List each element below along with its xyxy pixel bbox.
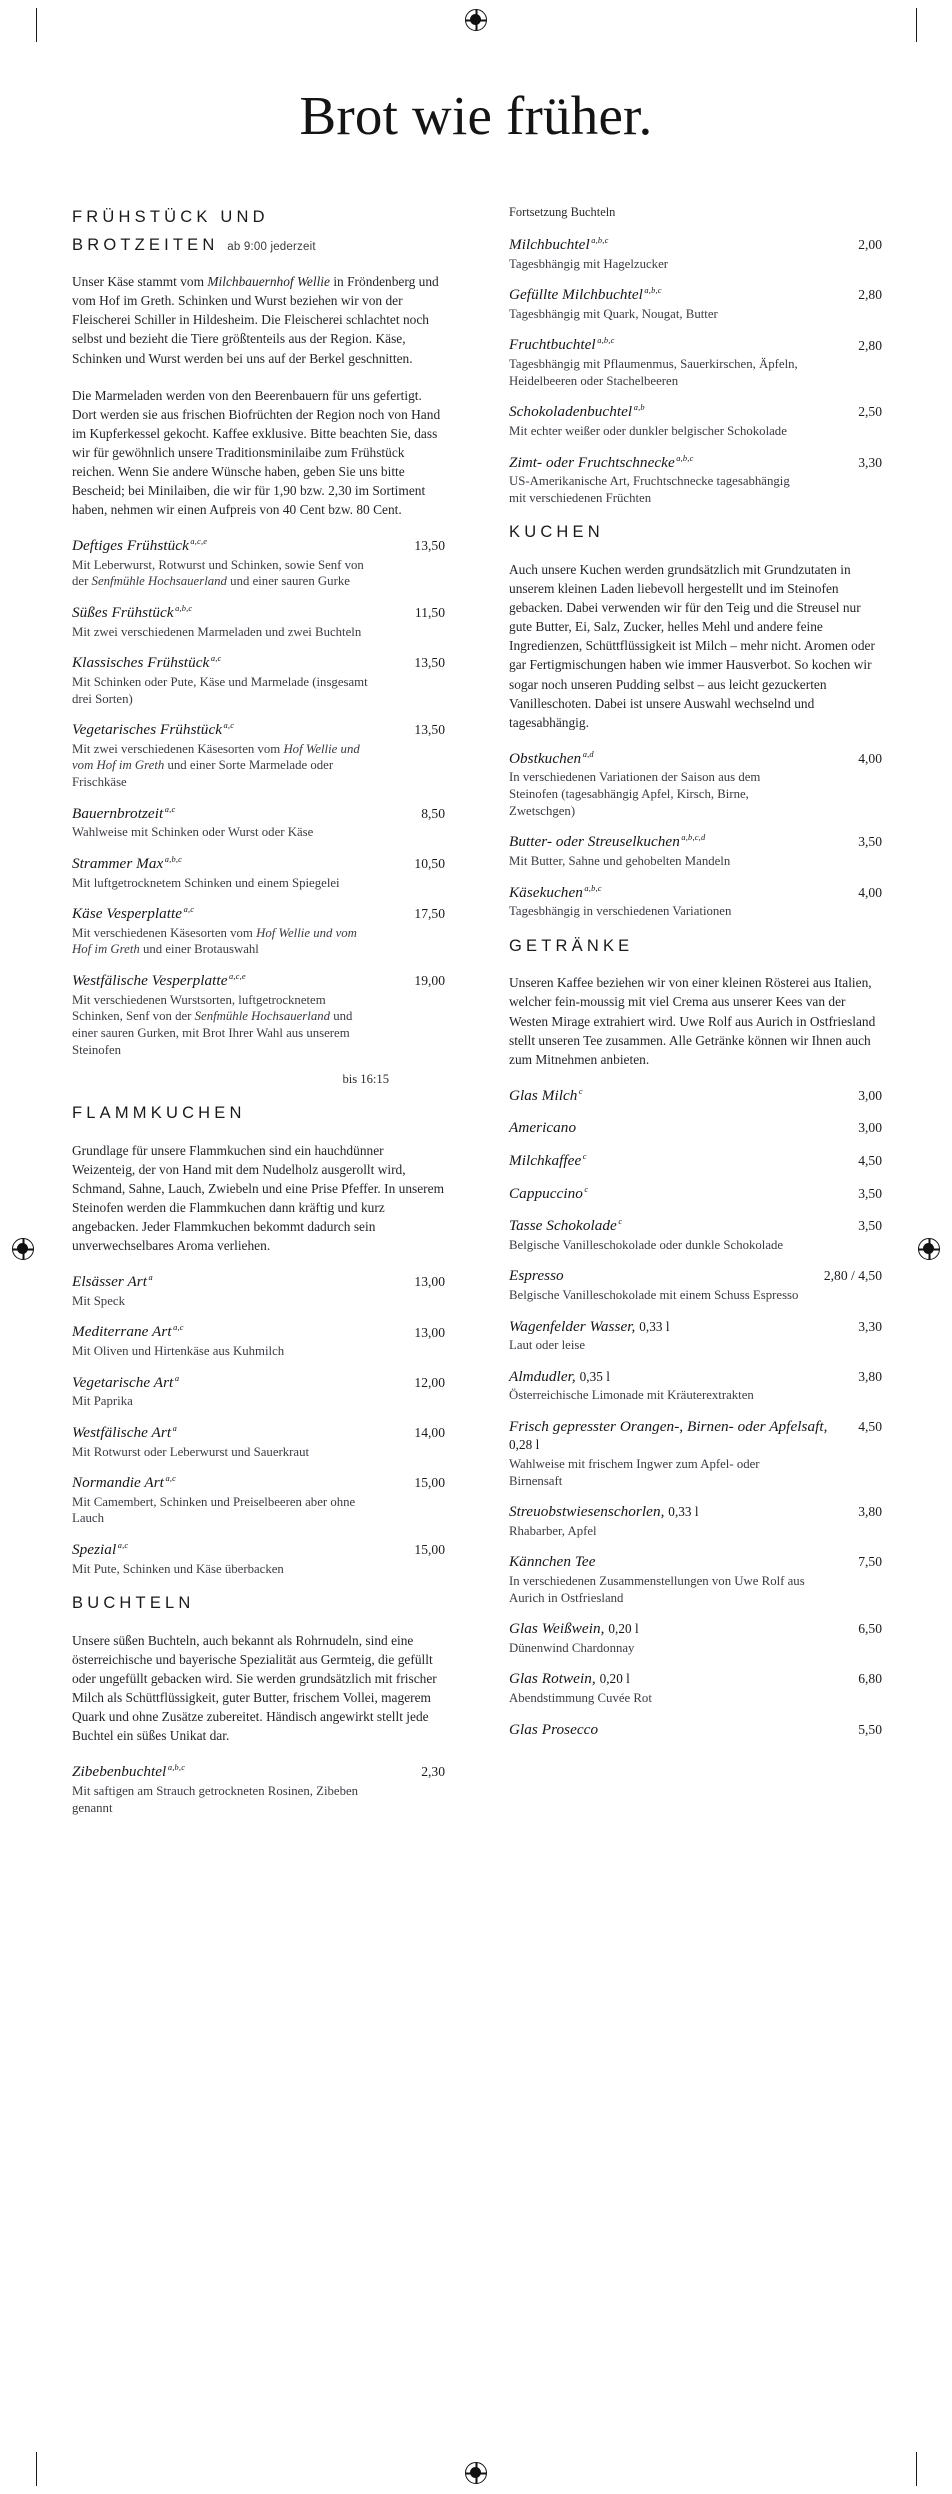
menu-item-price: 11,50 xyxy=(414,605,445,621)
section-heading: FRÜHSTÜCK UND xyxy=(72,208,269,226)
menu-item-row xyxy=(72,905,445,924)
menu-section-continuation xyxy=(509,236,882,506)
menu-item-glas-prosecco xyxy=(509,1721,882,1740)
menu-item-zibebenbuchtel xyxy=(72,1763,445,1816)
menu-item-row xyxy=(509,1503,882,1522)
right-column xyxy=(509,205,882,1830)
menu-item-name: Streuobstwiesenschorlen, 0,33 l xyxy=(509,1503,699,1521)
section-heading: FLAMMKUCHEN xyxy=(72,1104,246,1123)
menu-item-name: Fruchtbuchtel $^{a,b,c}$ xyxy=(509,336,615,354)
menu-item-row xyxy=(509,1152,882,1171)
menu-item-elsasser-art xyxy=(72,1273,445,1309)
menu-item-row xyxy=(72,1374,445,1393)
allergen-marker: a xyxy=(148,1273,153,1283)
menu-item-row xyxy=(509,1119,882,1138)
menu-item-butter-oder-streuselkuchen xyxy=(509,833,882,869)
menu-item-description: Mit Camembert, Schinken und Preiselbeeren aber ohne Lauch xyxy=(72,1494,356,1526)
menu-item-row xyxy=(509,1418,882,1455)
menu-item-name: Gefüllte Milchbuchtel $^{a,b,c}$ xyxy=(509,286,662,304)
menu-item-name: Normandie Art $^{a,c}$ xyxy=(72,1474,177,1492)
menu-item-description: Österreichische Limonade mit Kräuterextrakten xyxy=(509,1388,754,1403)
menu-item-description: Mit Leberwurst, Rotwurst und Schinken, sowie Senf von der Senfmühle Hochsauerland und einer sauren Gurke xyxy=(72,557,364,589)
menu-item-row xyxy=(509,884,882,903)
allergen-marker: a,c,e xyxy=(229,972,246,982)
menu-item-description: Mit Butter, Sahne und gehobelten Mandeln xyxy=(509,853,731,868)
menu-item-row xyxy=(509,403,882,422)
menu-item-row xyxy=(72,654,445,673)
menu-item-description: Mit verschiedenen Wurstsorten, luftgetrocknetem Schinken, Senf von der Senfmühle Hochsauerland und einer sauren Gurken, mit Brot Ihrer Wahl aus unserem Steinofen xyxy=(72,992,353,1057)
menu-item-description: Belgische Vanilleschokolade oder dunkle Schokolade xyxy=(509,1237,784,1252)
menu-item-description: Mit Oliven und Hirtenkäse aus Kuhmilch xyxy=(72,1344,285,1359)
menu-item-row xyxy=(509,236,882,255)
menu-item-price: 12,00 xyxy=(414,1374,445,1390)
menu-item-zimt-oder-fruchtschnecke xyxy=(509,454,882,507)
menu-item-row xyxy=(72,1273,445,1292)
menu-item-price: 13,50 xyxy=(414,538,445,554)
menu-item-fruchtbuchtel xyxy=(509,336,882,389)
left-column xyxy=(72,205,445,1830)
menu-item-price: 14,00 xyxy=(414,1425,445,1441)
menu-item-price: 15,00 xyxy=(414,1475,445,1491)
menu-item-deftiges-fruhstuck xyxy=(72,537,445,590)
menu-item-row xyxy=(509,1368,882,1387)
menu-item-price: 10,50 xyxy=(414,855,445,871)
registration-mark-top-icon xyxy=(465,9,487,31)
menu-item-description: US-Amerikanische Art, Fruchtschnecke tagesabhängig mit verschiedenen Früchten xyxy=(509,474,790,505)
menu-item-description: Rhabarber, Apfel xyxy=(509,1523,597,1538)
section-intro-paragraph: Auch unsere Kuchen werden grundsätzlich mit Grundzutaten in unserem kleinen Laden liebevoll hergestellt und im Steinofen gebacken. Dabei verwenden wir für den Teig und die Streusel nur gute Butter, Ei, Salz, Zucker, helles Mehl und andere feine Ingredienzen, Schüttflüssigkeit ist Milch – mehr nicht. Aromen oder gar Fertigmischungen haben wie immer Hausverbot. So kochen wir sogar noch unseren Pudding selbst – aus leicht gezuckerten Vanilleschoten. Dabei ist unsere Auswahl wechselnd und tagesabhängig. xyxy=(509,561,875,730)
crop-mark-bottom-right-icon xyxy=(916,2452,917,2486)
menu-item-bauernbrotzeit xyxy=(72,805,445,841)
allergen-marker: a,b,c xyxy=(676,453,694,463)
menu-item-westfalische-art xyxy=(72,1424,445,1460)
menu-item-volume: 0,33 l xyxy=(639,1318,670,1334)
menu-section-kuchen xyxy=(509,520,882,919)
menu-item-price: 6,50 xyxy=(858,1621,882,1637)
menu-item-row xyxy=(509,1318,882,1337)
menu-item-price: 2,30 xyxy=(421,1764,445,1780)
menu-item-price: 19,00 xyxy=(414,973,445,989)
menu-item-row xyxy=(72,805,445,824)
menu-item-price: 2,80 xyxy=(858,287,882,303)
menu-item-row xyxy=(509,286,882,305)
menu-item-volume: 0,28 l xyxy=(509,1437,540,1453)
menu-item-description: Belgische Vanilleschokolade mit einem Schuss Espresso xyxy=(509,1287,799,1302)
menu-item-price: 2,50 xyxy=(858,404,882,420)
menu-item-klassisches-fruhstuck xyxy=(72,654,445,707)
menu-item-name: Glas Rotwein, 0,20 l xyxy=(509,1670,630,1688)
menu-item-name: Glas Weißwein, 0,20 l xyxy=(509,1620,639,1638)
menu-item-name: Schokoladenbuchtel $^{a,b}$ xyxy=(509,403,645,421)
menu-item-description: Mit luftgetrocknetem Schinken und einem Spiegelei xyxy=(72,875,340,890)
menu-item-row xyxy=(72,537,445,556)
menu-item-name: Bauernbrotzeit $^{a,c}$ xyxy=(72,804,176,822)
allergen-marker: a,b,c xyxy=(175,604,193,614)
menu-item-row xyxy=(509,750,882,769)
menu-item-description: In verschiedenen Zusammenstellungen von Uwe Rolf aus Aurich in Ostfriesland xyxy=(509,1574,805,1605)
registration-mark-bottom-icon xyxy=(465,2462,487,2484)
menu-item-row xyxy=(509,336,882,355)
section-heading: GETRÄNKE xyxy=(509,936,634,955)
menu-item-price: 15,00 xyxy=(414,1542,445,1558)
menu-item-normandie-art xyxy=(72,1474,445,1527)
menu-item-row xyxy=(72,1763,445,1782)
allergen-marker: a,c xyxy=(210,654,222,664)
menu-item-volume: 0,20 l xyxy=(608,1621,639,1637)
crop-mark-top-right-icon xyxy=(916,8,917,42)
menu-item-row xyxy=(509,833,882,852)
menu-item-glas-weisswein xyxy=(509,1620,882,1656)
menu-item-streuobstwiesenschorlen xyxy=(509,1503,882,1539)
menu-item-description: Mit verschiedenen Käsesorten vom Hof Wellie und vom Hof im Greth und einer Brotauswahl xyxy=(72,925,357,957)
section-intro-paragraph: Unser Käse stammt vom Milchbauernhof Wellie in Fröndenberg und vom Hof im Greth. Schinken und Wurst beziehen wir von der Fleischerei Schiller in Hildesheim. Die Fleischerei schlachtet noch selbst und bezieht die Tiere größtenteils aus der Region. Käse, Schinken und Wurst werden bei uns auf der Berkel geschnitten. xyxy=(72,274,439,366)
menu-section-flammkuchen xyxy=(72,1101,445,1577)
section-heading-line-2: BROTZEITEN ab 9:00 jederzeit xyxy=(72,235,316,254)
menu-section-buchteln xyxy=(72,1591,445,1816)
menu-item-price: 3,00 xyxy=(858,1120,882,1136)
menu-item-description: Tagesbhängig mit Quark, Nougat, Butter xyxy=(509,306,718,321)
menu-item-price: 17,50 xyxy=(414,906,445,922)
allergen-marker: a,b,c xyxy=(167,1763,186,1773)
menu-item-mediterrane-art xyxy=(72,1323,445,1359)
menu-item-price: 4,00 xyxy=(858,750,882,766)
menu-item-description: Abendstimmung Cuvée Rot xyxy=(509,1690,652,1705)
menu-item-name: Wagenfelder Wasser, 0,33 l xyxy=(509,1317,670,1335)
menu-item-row xyxy=(509,1087,882,1106)
menu-item-price: 3,80 xyxy=(858,1368,882,1384)
menu-item-name: Klassisches Frühstück $^{a,c}$ xyxy=(72,654,222,672)
menu-item-name: Almdudler, 0,35 l xyxy=(509,1367,610,1385)
menu-item-description: Mit Pute, Schinken und Käse überbacken xyxy=(72,1561,284,1576)
menu-item-spezial xyxy=(72,1541,445,1577)
allergen-marker: a,c xyxy=(173,1323,184,1333)
menu-item-price: 4,50 xyxy=(858,1153,882,1169)
allergen-marker: a,c xyxy=(164,804,176,814)
section-intro-paragraph: Unsere süßen Buchteln, auch bekannt als Rohrnudeln, sind eine österreichische und bayerische Spezialität aus Germteig, die gefüllt oder ungefüllt gebacken wird. Sie werden grundsätzlich mit frischer Milch als Schüttflüssigkeit, guter Butter, frischem Vollei, magerem Quark und ohne Zusätze zubereitet. Händisch angewirkt stellt jede Buchtel ein süßes Unikat dar. xyxy=(72,1632,437,1744)
menu-item-row xyxy=(509,1217,882,1236)
menu-item-susses-fruhstuck xyxy=(72,604,445,640)
menu-item-name: Käse Vesperplatte $^{a,c}$ xyxy=(72,905,195,923)
menu-item-name: Obstkuchen $^{a,d}$ xyxy=(509,749,594,767)
allergen-marker: c xyxy=(618,1217,623,1227)
menu-item-price: 2,80 / 4,50 xyxy=(823,1268,882,1284)
menu-item-description: Wahlweise mit Schinken oder Wurst oder Käse xyxy=(72,825,314,840)
menu-item-name: Käsekuchen $^{a,b,c}$ xyxy=(509,883,602,901)
menu-item-volume: 0,33 l xyxy=(668,1504,699,1520)
menu-item-price: 5,50 xyxy=(858,1721,882,1737)
allergen-marker: c xyxy=(584,1184,589,1194)
menu-item-wagenfelder-wasser xyxy=(509,1318,882,1354)
menu-item-price: 3,50 xyxy=(858,834,882,850)
allergen-marker: a,b,c xyxy=(644,286,662,296)
menu-item-row xyxy=(72,604,445,623)
allergen-marker: a,c,e xyxy=(190,537,208,547)
allergen-marker: a,b,c,d xyxy=(681,833,706,843)
menu-item-row xyxy=(72,972,445,991)
menu-item-volume: 0,20 l xyxy=(599,1671,630,1687)
menu-item-name: Westfälische Art $^a$ xyxy=(72,1423,177,1442)
menu-item-row xyxy=(509,454,882,473)
menu-item-price: 13,50 xyxy=(414,722,445,738)
menu-item-name: Strammer Max $^{a,b,c}$ xyxy=(72,854,183,872)
allergen-marker: a,c xyxy=(223,721,235,731)
menu-item-name: Elsässer Art $^a$ xyxy=(72,1273,153,1291)
menu-item-row xyxy=(509,1620,882,1639)
menu-item-row xyxy=(509,1267,882,1286)
menu-item-name: Vegetarisches Frühstück $^{a,c}$ xyxy=(72,721,235,739)
menu-item-name: Frisch gepresster Orangen-, Birnen- oder Apfelsaft, 0,28 l xyxy=(509,1417,828,1453)
menu-item-description: Mit Rotwurst oder Leberwurst und Sauerkraut xyxy=(72,1444,310,1459)
menu-item-row xyxy=(72,1474,445,1493)
menu-item-description: Tagesbhängig in verschiedenen Variationen xyxy=(509,904,732,919)
menu-item-name: Tasse Schokolade $^c$ xyxy=(509,1217,623,1235)
menu-item-description: In verschiedenen Variationen der Saison aus dem Steinofen (tagesabhängig Apfel, Kirsch, Birne, Zwetschgen) xyxy=(509,770,761,818)
menu-item-description: Dünenwind Chardonnay xyxy=(509,1640,635,1655)
menu-item-kasekuchen xyxy=(509,884,882,920)
page-title: Brot wie früher. xyxy=(299,85,653,146)
menu-item-kase-vesperplatte xyxy=(72,905,445,958)
menu-item-description: Laut oder leise xyxy=(509,1338,586,1353)
allergen-marker: a xyxy=(174,1373,180,1383)
menu-item-price: 3,00 xyxy=(858,1087,882,1103)
menu-item-name: Espresso xyxy=(509,1267,564,1285)
menu-item-row xyxy=(72,1323,445,1342)
allergen-marker: c xyxy=(582,1151,587,1161)
menu-section-getranke xyxy=(509,934,882,1739)
menu-item-name: Vegetarische Art $^a$ xyxy=(72,1373,180,1391)
menu-item-name: Süßes Frühstück $^{a,b,c}$ xyxy=(72,604,193,622)
allergen-marker: a,c xyxy=(165,1474,177,1484)
allergen-marker: c xyxy=(578,1086,583,1096)
menu-item-price: 7,50 xyxy=(858,1554,882,1570)
menu-item-milchkaffee xyxy=(509,1152,882,1171)
menu-item-espresso xyxy=(509,1267,882,1303)
menu-item-vegetarisches-fruhstuck xyxy=(72,721,445,790)
menu-item-name: Milchkaffee $^c$ xyxy=(509,1151,587,1170)
menu-item-frisch-gepresster-orangen-birnen-oder-ap xyxy=(509,1418,882,1489)
menu-item-price: 3,80 xyxy=(858,1504,882,1520)
allergen-marker: a xyxy=(172,1423,177,1433)
menu-item-volume: 0,35 l xyxy=(579,1368,610,1384)
menu-item-kannchen-tee xyxy=(509,1553,882,1606)
menu-item-price: 4,00 xyxy=(858,884,882,900)
menu-item-tasse-schokolade xyxy=(509,1217,882,1253)
section-intro-paragraph: Die Marmeladen werden von den Beerenbauern für uns gefertigt. Dort werden sie aus frischen Biofrüchten der Region noch von Hand im Kupferkessel gekocht. Kaffee exklusive. Bitte beachten Sie, dass wir für gewöhnlich unsere Traditionsminilaibe zum Frühstück reichen. Wenn Sie andere Wünsche haben, geben Sie uns bitte Bescheid; bei Minilaiben, die wir für 1,90 bzw. 2,30 im Sortiment haben, nehmen wir einen Aufpreis von 40 Cent bzw. 80 Cent. xyxy=(72,387,441,518)
menu-item-price: 2,80 xyxy=(858,337,882,353)
menu-item-description: Wahlweise mit frischem Ingwer zum Apfel- oder Birnensaft xyxy=(509,1457,760,1488)
menu-item-price: 8,50 xyxy=(421,805,445,821)
menu-item-row xyxy=(509,1553,882,1572)
allergen-marker: a,c xyxy=(183,905,195,915)
menu-item-row xyxy=(509,1185,882,1204)
allergen-marker: a,b,c xyxy=(164,854,183,864)
menu-item-price: 3,50 xyxy=(858,1218,882,1234)
menu-item-name: Glas Prosecco xyxy=(509,1720,599,1738)
section-intro-paragraph: Unseren Kaffee beziehen wir von einer kleinen Rösterei aus Italien, welcher fein-moussig mit viel Crema aus unserer Kees van der Westen Mirage extrahiert wird. Uwe Rolf aus Aurich in Ostfriesland stellt unseren Tee zusammen. Alle Getränke können wir Ihnen auch zum Mitnehmen anbieten. xyxy=(509,975,876,1067)
allergen-marker: a,d xyxy=(582,749,594,759)
menu-item-description: Tagesbhängig mit Pflaumenmus, Sauerkirschen, Äpfeln, Heidelbeeren oder Stachelbeeren xyxy=(509,357,798,388)
menu-item-row xyxy=(72,1424,445,1443)
crop-mark-top-left-icon xyxy=(36,8,37,42)
menu-item-description: Mit Paprika xyxy=(72,1394,133,1409)
menu-item-description: Mit zwei verschiedenen Käsesorten vom Hof Wellie und vom Hof im Greth und einer Sorte Marmelade oder Frischkäse xyxy=(72,741,360,790)
crop-mark-bottom-left-icon xyxy=(36,2452,37,2486)
menu-item-almdudler xyxy=(509,1368,882,1404)
menu-item-row xyxy=(509,1721,882,1740)
menu-item-price: 3,50 xyxy=(858,1185,882,1201)
menu-section-fruhstuck-und xyxy=(72,205,445,1087)
menu-item-name: Butter- oder Streuselkuchen $^{a,b,c,d}$ xyxy=(509,833,706,851)
menu-item-description: Mit zwei verschiedenen Marmeladen und zwei Buchteln xyxy=(72,624,362,639)
registration-mark-right-icon xyxy=(918,1238,940,1260)
menu-item-westfalische-vesperplatte xyxy=(72,972,445,1058)
allergen-marker: a,b,c xyxy=(591,236,609,245)
menu-item-row xyxy=(72,1541,445,1560)
menu-item-name: Kännchen Tee xyxy=(509,1553,596,1571)
menu-item-name: Zimt- oder Fruchtschnecke $^{a,b,c}$ xyxy=(509,453,694,471)
allergen-marker: a,c xyxy=(117,1541,129,1551)
menu-item-price: 3,30 xyxy=(858,1318,882,1334)
menu-item-americano xyxy=(509,1119,882,1138)
menu-item-price: 13,50 xyxy=(414,655,445,671)
menu-item-cappuccino xyxy=(509,1185,882,1204)
menu-item-glas-milch xyxy=(509,1087,882,1106)
allergen-marker: a,b,c xyxy=(584,883,602,893)
menu-item-price: 13,00 xyxy=(414,1274,445,1290)
menu-item-vegetarische-art xyxy=(72,1374,445,1410)
continuation-note: Fortsetzung Buchteln xyxy=(509,205,616,219)
menu-item-milchbuchtel xyxy=(509,236,882,272)
menu-item-schokoladenbuchtel xyxy=(509,403,882,439)
menu-item-name: Mediterrane Art $^{a,c}$ xyxy=(72,1323,184,1341)
menu-item-name: Westfälische Vesperplatte $^{a,c,e}$ xyxy=(72,972,246,990)
registration-mark-left-icon xyxy=(12,1238,34,1260)
menu-item-strammer-max xyxy=(72,855,445,891)
menu-item-gefullte-milchbuchtel xyxy=(509,286,882,322)
section-closing-note: bis 16:15 xyxy=(342,1072,389,1087)
menu-item-price: 2,00 xyxy=(858,237,882,253)
menu-item-price: 3,30 xyxy=(858,454,882,470)
menu-item-row xyxy=(72,855,445,874)
section-heading: BUCHTELN xyxy=(72,1594,195,1613)
menu-item-description: Mit echter weißer oder dunkler belgischer Schokolade xyxy=(509,423,787,438)
menu-item-description: Mit Speck xyxy=(72,1293,125,1308)
menu-item-name: Americano xyxy=(509,1119,577,1137)
menu-item-glas-rotwein xyxy=(509,1670,882,1706)
menu-item-name: Cappuccino $^c$ xyxy=(509,1184,589,1202)
allergen-marker: a,b,c xyxy=(597,336,615,346)
menu-item-price: 4,50 xyxy=(858,1418,882,1434)
menu-item-row xyxy=(72,721,445,740)
menu-item-name: Deftiges Frühstück $^{a,c,e}$ xyxy=(72,537,208,555)
menu-item-name: Glas Milch $^c$ xyxy=(509,1086,583,1104)
menu-item-description: Tagesbhängig mit Hagelzucker xyxy=(509,256,669,271)
menu-item-row xyxy=(509,1670,882,1689)
menu-item-description: Mit Schinken oder Pute, Käse und Marmelade (insgesamt drei Sorten) xyxy=(72,674,368,706)
menu-item-price: 6,80 xyxy=(858,1671,882,1687)
menu-item-description: Mit saftigen am Strauch getrockneten Rosinen, Zibeben genannt xyxy=(72,1784,359,1815)
menu-item-name: Spezial $^{a,c}$ xyxy=(72,1541,129,1559)
menu-item-name: Zibebenbuchtel $^{a,b,c}$ xyxy=(72,1763,186,1781)
section-intro-paragraph: Grundlage für unsere Flammkuchen sind ein hauchdünner Weizenteig, der von Hand mit dem Nudelholz ausgerollt wird, Schmand, Sahne, Lauch, Zwiebeln und eine Prise Pfeffer. In unserem Steinofen werden die Flammkuchen dann kräftig und kurz angebacken. Jeder Flammkuchen bekommt dadurch sein unverwechselbares Aroma verliehen. xyxy=(72,1142,444,1254)
menu-columns xyxy=(72,205,882,1830)
allergen-marker: a,b xyxy=(633,403,645,413)
menu-item-price: 13,00 xyxy=(414,1324,445,1340)
menu-item-name: Milchbuchtel $^{a,b,c}$ xyxy=(509,236,609,254)
section-hours: ab 9:00 jederzeit xyxy=(227,240,316,253)
section-heading: KUCHEN xyxy=(509,523,604,542)
menu-item-obstkuchen xyxy=(509,750,882,819)
